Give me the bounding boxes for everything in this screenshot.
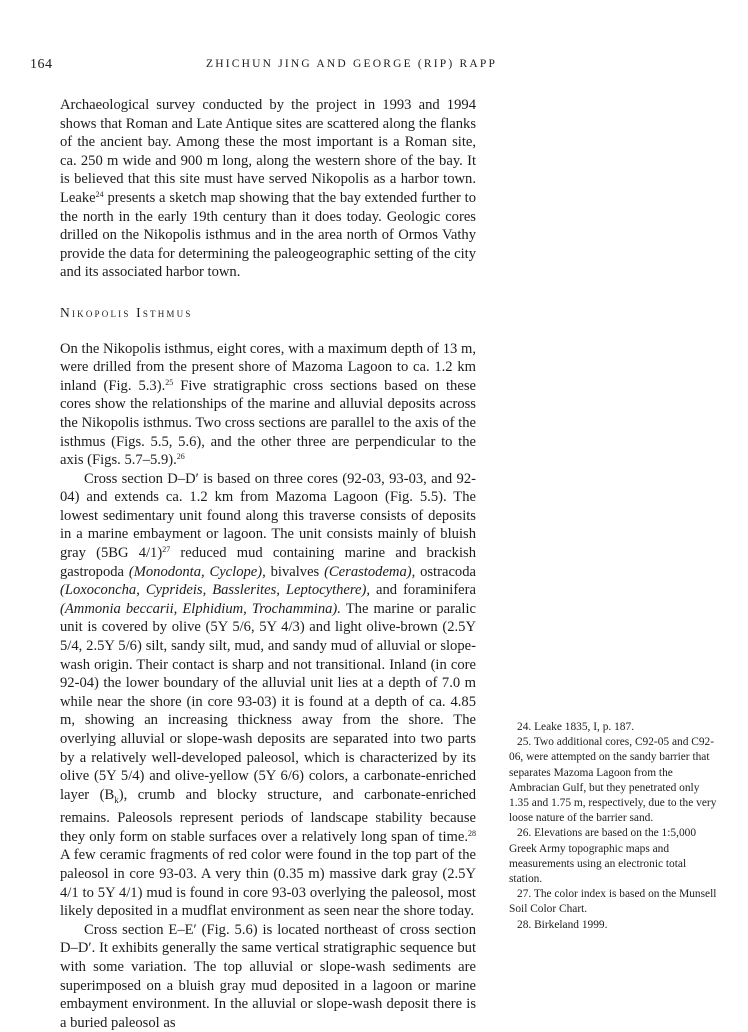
paragraph-cross-section-dd (60, 470, 476, 921)
footnotes (509, 720, 719, 933)
text-span: Archaeological survey conducted by the project in 1993 and 1994 shows that Roman and Late Antique sites are scattered along the flanks of the ancient bay. Among these the most important is a Roman site, ca. 250 m wide and 900 m long, along the western shore of the bay. It is believed that this site must have served Nikopolis as a harbor town. Leake (60, 97, 476, 206)
taxon-italic: (Cerastodema), (324, 563, 416, 580)
footnote-ref[interactable]: 28 (468, 828, 476, 838)
text-span: The marine or paralic unit is covered by olive (5Y 5/6, 5Y 4/3) and light olive-brown (2.5Y 5/4, 2.5Y 5/6) silt, sandy silt, mud, and sandy mud of alluvial or slope-wash origin. Their contact is sharp and not transitional. Inland (in core 92-04) the lower boundary of the alluvial unit lies at a depth of 7.0 m while near the shore (in core 93-03) it is found at a depth of ca. 4.85 m, showing an increasing thickness away from the shore. The overlying alluvial or slope-wash deposits are separated into two parts by a relatively well-developed paleosol, which is characterized by its olive (5Y 5/4) and olive-yellow (5Y 6/6) colors, a carbonate-enriched layer (B (60, 600, 476, 803)
paragraph-cross-section-ee: Cross section E–E′ (Fig. 5.6) is located northeast of cross section D–D′. It exhibits generally the same vertical stratigraphic sequence but with some variation. The top alluvial or slope-wash sediments are superimposed on a bluish gray mud deposited in a lagoon or marine embayment environment. In the alluvial or slope-wash deposit there is a buried paleosol as (60, 921, 476, 1031)
taxon-italic: (Monodonta, Cyclope), (128, 563, 266, 580)
section-heading: Nikopolis Isthmus (60, 304, 193, 320)
text-span: A few ceramic fragments of red color were found in the top part of the paleosol in core 93-03. A very thin (0.35 m) massive dark gray (2.5Y 4/1 to 5Y 4/1) mud is found in core 93-03 overlying the paleosol, most likely deposited in a mudflat environment as seen near the shore today. (60, 847, 476, 920)
footnote: 25. Two additional cores, C92-05 and C92-06, were attempted on the sandy barrier that separates Mazoma Lagoon from the Ambracian Gulf, but they penetrated only 1.35 and 1.75 m, respectively, due to the very loose nature of the barrier sand. (509, 736, 717, 825)
footnote-ref[interactable]: 27 (162, 545, 171, 555)
page-number: 164 (30, 57, 53, 72)
text-span: Cross section D–D′ is based on three cores (92-03, 93-03, and 92-04) and extends ca. 1.2 km from Mazoma Lagoon (Fig. 5.5). The lowest sedimentary unit found along this traverse consists of deposits in a marine embayment or lagoon. The unit consists mainly of bluish gray (5BG 4/1) (60, 470, 476, 562)
taxon-italic: (Loxoconcha, Cyprideis, Basslerites, Leptocythere), (60, 582, 371, 599)
footnote-ref[interactable]: 24 (95, 189, 104, 199)
text-span: ), crumb and blocky structure, and carbonate-enriched remains. Paleosols represent periods of landscape stability because they only form on stable surfaces over a relatively long span of time. (60, 786, 476, 845)
text-span: presents a sketch map showing that the bay extended further to the north in the early 19th century than it does today. Geologic cores drilled on the Nikopolis isthmus and in the area north of Ormos Vathy provide the data for determining the paleogeographic setting of the city and its associated harbor town. (60, 189, 476, 281)
paragraph-isthmus (60, 340, 476, 470)
text-span: Five stratigraphic cross sections based on these cores show the relationships of the marine and alluvial deposits across the Nikopolis isthmus. Two cross sections are parallel to the axis of the isthmus (Figs. 5.5, 5.6), and the other three are perpendicular to the axis (Figs. 5.7–5.9). (60, 377, 476, 469)
running-head: ZHICHUN JING AND GEORGE (RIP) RAPP (206, 58, 498, 70)
footnote-ref[interactable]: 25 (165, 377, 174, 387)
footnote: 26. Elevations are based on the 1:5,000 Greek Army topographic maps and measurements using an electronic total station. (509, 827, 697, 886)
taxon-italic: (Ammonia beccarii, Elphidium, Trochammina). (60, 600, 341, 617)
footnote: 24. Leake 1835, I, p. 187. (517, 721, 635, 733)
paragraph-intro (60, 96, 476, 282)
text-span: bivalves (265, 563, 325, 580)
footnote: 28. Birkeland 1999. (517, 918, 608, 931)
footnote: 27. The color index is based on the Munsell Soil Color Chart. (509, 888, 717, 916)
text-span: reduced mud containing marine and brackish gastropoda (60, 545, 476, 580)
text-span: and foraminifera (370, 582, 476, 599)
text-span: ostracoda (415, 563, 476, 580)
main-text-column (60, 96, 476, 1032)
footnote-ref[interactable]: 26 (176, 452, 185, 462)
text-span: On the Nikopolis isthmus, eight cores, with a maximum depth of 13 m, were drilled from the present shore of Mazoma Lagoon to ca. 1.2 km inland (Fig. 5.3). (60, 340, 476, 394)
subscript: k (114, 794, 119, 805)
